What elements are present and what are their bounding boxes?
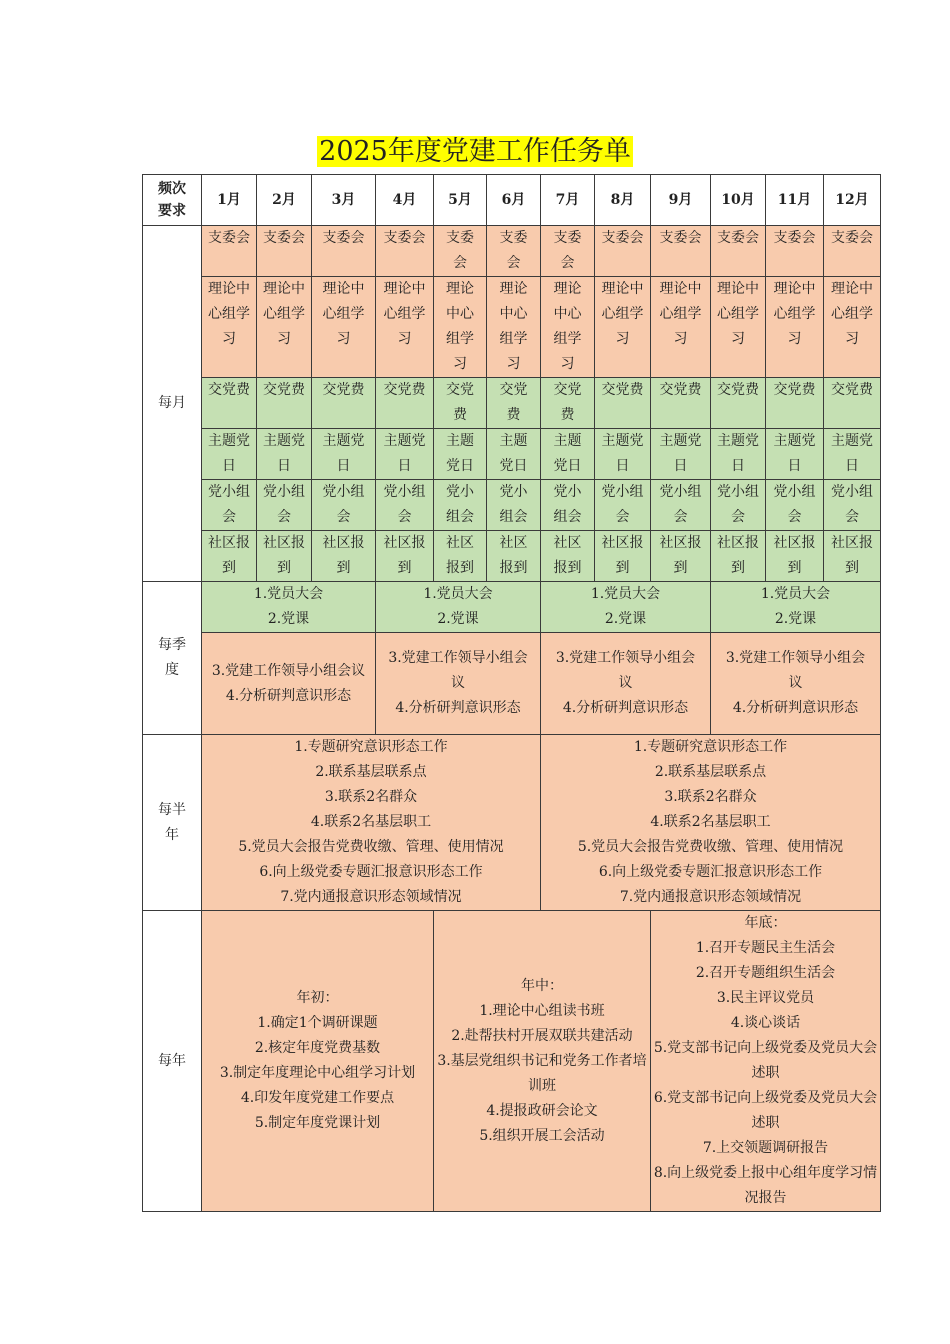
monthly-task-cell (541, 226, 595, 277)
monthly-task-text: 交党费 (601, 382, 644, 398)
header-month: 3月 (312, 175, 376, 226)
halfyear-item: 2.联系基层联系点 (315, 764, 427, 780)
header-month: 1月 (202, 175, 257, 226)
monthly-task-cell (595, 378, 651, 429)
quarterly-item: 2.党课 (267, 611, 310, 627)
halfyear-item: 3.联系2名群众 (664, 789, 757, 805)
header-month: 2月 (257, 175, 312, 226)
yearly-end-cell (651, 911, 881, 1212)
monthly-task-cell (541, 429, 595, 480)
monthly-task-cell (376, 277, 434, 378)
monthly-task-cell (711, 480, 766, 531)
monthly-task-cell (434, 531, 487, 582)
halfyear-item: 1.专题研究意识形态工作 (294, 739, 448, 755)
monthly-task-cell (202, 226, 257, 277)
monthly-task-cell (595, 429, 651, 480)
monthly-task-cell (376, 429, 434, 480)
monthly-task-text: 党小组会 (601, 484, 644, 525)
monthly-task-cell (651, 480, 711, 531)
quarterly-item: 4.分析研判意识形态 (395, 700, 521, 716)
monthly-task-text: 社区报到 (383, 535, 426, 576)
monthly-task-cell (202, 531, 257, 582)
monthly-row (143, 531, 881, 582)
yearly-item: 8.向上级党委上报中心组年度学习情况报告 (653, 1165, 878, 1206)
monthly-task-text: 主题党日 (446, 433, 474, 474)
monthly-row (143, 226, 881, 277)
page-title: 2025年度党建工作任务单 (319, 136, 631, 167)
halfyear-item: 2.联系基层联系点 (654, 764, 767, 780)
header-month: 12月 (824, 175, 881, 226)
monthly-task-cell (257, 480, 312, 531)
monthly-task-cell (376, 378, 434, 429)
monthly-task-text: 支委会 (773, 230, 816, 246)
monthly-task-cell (312, 226, 376, 277)
monthly-task-text: 交党费 (773, 382, 816, 398)
header-month: 8月 (595, 175, 651, 226)
header-month: 6月 (487, 175, 541, 226)
monthly-task-cell (434, 429, 487, 480)
quarterly-orange-cell (202, 633, 376, 735)
monthly-task-text: 主题党日 (831, 433, 873, 474)
monthly-task-cell (651, 277, 711, 378)
monthly-task-cell (711, 531, 766, 582)
monthly-task-text: 社区报到 (659, 535, 702, 576)
monthly-task-text: 主题党日 (499, 433, 528, 474)
yearly-item: 2.核定年度党费基数 (254, 1040, 381, 1056)
header-month: 10月 (711, 175, 766, 226)
monthly-task-text: 党小组会 (446, 484, 474, 525)
monthly-task-text: 社区报到 (322, 535, 365, 576)
quarterly-green-cell (541, 582, 711, 633)
monthly-task-text: 交党费 (322, 382, 365, 398)
monthly-task-text: 理论中心组学习 (773, 281, 816, 347)
halfyear-item: 3.联系2名群众 (324, 789, 418, 805)
monthly-task-text: 交党费 (499, 382, 528, 423)
halfyear-cell (202, 735, 541, 911)
monthly-task-text: 理论中心组学习 (659, 281, 702, 347)
quarterly-orange-cell (541, 633, 711, 735)
yearly-item: 1.召开专题民主生活会 (695, 940, 836, 956)
monthly-row (143, 277, 881, 378)
monthly-task-text: 主题党日 (553, 433, 582, 474)
monthly-task-text: 党小组会 (322, 484, 365, 525)
monthly-task-cell (711, 429, 766, 480)
monthly-task-text: 主题党日 (601, 433, 644, 474)
monthly-task-cell (202, 277, 257, 378)
task-table (142, 174, 881, 1212)
halfyear-item: 6.向上级党委专题汇报意识形态工作 (598, 864, 823, 880)
monthly-task-text: 社区报到 (208, 535, 250, 576)
monthly-task-cell (257, 378, 312, 429)
yearly-item: 1.理论中心组读书班 (479, 1002, 605, 1019)
header-month: 4月 (376, 175, 434, 226)
monthly-task-cell (824, 277, 881, 378)
halfyear-item: 5.党员大会报告党费收缴、管理、使用情况 (577, 839, 844, 855)
monthly-task-cell (257, 429, 312, 480)
quarterly-row (143, 582, 881, 633)
monthly-task-text: 党小组会 (773, 484, 816, 525)
header-freq: 频次要求 (143, 175, 202, 226)
monthly-task-cell (651, 226, 711, 277)
monthly-task-text: 党小组会 (831, 484, 873, 525)
yearly-item: 3.基层党组织书记和党务工作者培训班 (437, 1052, 647, 1094)
monthly-task-text: 理论中心组学习 (499, 281, 528, 372)
monthly-task-cell (824, 429, 881, 480)
monthly-task-cell (434, 480, 487, 531)
monthly-task-text: 支委会 (601, 230, 644, 246)
monthly-task-text: 理论中心组学习 (601, 281, 644, 347)
monthly-task-cell (487, 226, 541, 277)
yearly-mid-cell (434, 911, 651, 1212)
monthly-task-cell (376, 480, 434, 531)
monthly-task-cell (312, 531, 376, 582)
monthly-task-cell (487, 531, 541, 582)
monthly-task-text: 社区报到 (263, 535, 305, 576)
quarterly-item: 4.分析研判意识形态 (225, 687, 352, 704)
monthly-task-text: 理论中心组学习 (553, 281, 582, 372)
monthly-task-text: 主题党日 (263, 433, 305, 474)
yearly-heading: 年中： (521, 977, 563, 994)
monthly-task-text: 社区报到 (773, 535, 816, 576)
monthly-task-cell (257, 277, 312, 378)
monthly-task-cell (257, 531, 312, 582)
quarterly-item: 4.分析研判意识形态 (732, 700, 859, 716)
monthly-task-text: 党小组会 (659, 484, 702, 525)
monthly-task-cell (202, 429, 257, 480)
monthly-task-cell (824, 226, 881, 277)
monthly-task-cell (766, 277, 824, 378)
monthly-task-cell (487, 480, 541, 531)
monthly-task-text: 社区报到 (499, 535, 528, 576)
header-row (143, 175, 881, 226)
halfyear-row (143, 735, 881, 911)
monthly-task-text: 理论中心组学习 (208, 281, 250, 347)
monthly-task-cell (257, 226, 312, 277)
monthly-task-text: 交党费 (263, 382, 305, 398)
monthly-task-text: 支委会 (208, 230, 250, 246)
monthly-task-cell (711, 378, 766, 429)
freq-label-monthly: 每月 (143, 226, 202, 582)
monthly-task-text: 支委会 (499, 230, 528, 271)
monthly-task-cell (202, 480, 257, 531)
monthly-task-cell (595, 480, 651, 531)
monthly-task-cell (434, 226, 487, 277)
monthly-task-text: 交党费 (553, 382, 582, 423)
halfyear-item: 4.联系2名基层职工 (310, 814, 432, 830)
quarterly-item: 1.党员大会 (253, 586, 324, 602)
yearly-item: 3.制定年度理论中心组学习计划 (219, 1065, 416, 1081)
monthly-task-cell (541, 277, 595, 378)
monthly-task-text: 社区报到 (831, 535, 873, 576)
halfyear-item: 7.党内通报意识形态领域情况 (280, 889, 462, 905)
quarterly-orange-cell (376, 633, 541, 735)
header-month: 11月 (766, 175, 824, 226)
monthly-task-text: 主题党日 (659, 433, 702, 474)
yearly-item: 4.谈心谈话 (730, 1015, 801, 1031)
yearly-item: 4.印发年度党建工作要点 (240, 1090, 395, 1106)
monthly-task-cell (312, 277, 376, 378)
monthly-task-cell (487, 429, 541, 480)
monthly-task-text: 支委会 (383, 230, 426, 246)
monthly-task-text: 交党费 (383, 382, 426, 398)
monthly-task-text: 交党费 (659, 382, 702, 398)
monthly-task-cell (711, 277, 766, 378)
freq-label-halfyear: 每半年 (143, 735, 202, 911)
monthly-task-text: 交党费 (831, 382, 873, 398)
monthly-task-cell (766, 480, 824, 531)
monthly-task-text: 交党费 (208, 382, 250, 398)
monthly-row (143, 429, 881, 480)
yearly-start-cell (202, 911, 434, 1212)
monthly-task-cell (376, 226, 434, 277)
yearly-row (143, 911, 881, 1212)
quarterly-item: 1.党员大会 (760, 586, 831, 602)
halfyear-item: 5.党员大会报告党费收缴、管理、使用情况 (238, 839, 504, 855)
quarterly-item: 2.党课 (604, 611, 647, 627)
quarterly-item: 3.党建工作领导小组会议 (211, 662, 366, 679)
halfyear-item: 1.专题研究意识形态工作 (633, 739, 788, 755)
monthly-task-cell (312, 378, 376, 429)
monthly-task-text: 理论中心组学习 (383, 281, 426, 347)
monthly-task-text: 党小组会 (499, 484, 528, 525)
monthly-task-cell (595, 226, 651, 277)
monthly-task-text: 社区报到 (717, 535, 759, 576)
monthly-task-text: 社区报到 (601, 535, 644, 576)
yearly-heading: 年初： (296, 990, 339, 1006)
monthly-task-cell (487, 277, 541, 378)
monthly-task-cell (651, 429, 711, 480)
quarterly-item: 2.党课 (437, 611, 479, 627)
quarterly-item: 1.党员大会 (590, 586, 661, 602)
monthly-task-text: 社区报到 (553, 535, 582, 576)
quarterly-orange-cell (711, 633, 881, 735)
yearly-item: 2.召开专题组织生活会 (695, 965, 836, 981)
yearly-heading: 年底： (744, 915, 787, 931)
quarterly-item: 3.党建工作领导小组会议 (388, 650, 528, 691)
monthly-task-cell (651, 378, 711, 429)
monthly-task-text: 支委会 (446, 230, 474, 271)
monthly-task-cell (651, 531, 711, 582)
monthly-task-text: 理论中心组学习 (446, 281, 474, 372)
monthly-task-text: 社区报到 (446, 535, 474, 576)
monthly-task-cell (711, 226, 766, 277)
monthly-row (143, 378, 881, 429)
monthly-task-cell (541, 531, 595, 582)
monthly-task-cell (541, 378, 595, 429)
header-month: 5月 (434, 175, 487, 226)
header-month: 9月 (651, 175, 711, 226)
quarterly-green-cell (202, 582, 376, 633)
quarterly-item: 3.党建工作领导小组会议 (725, 650, 866, 691)
halfyear-item: 4.联系2名基层职工 (650, 814, 771, 830)
monthly-task-cell (595, 277, 651, 378)
monthly-task-cell (824, 480, 881, 531)
monthly-task-text: 理论中心组学习 (717, 281, 759, 347)
yearly-item: 5.组织开展工会活动 (479, 1127, 605, 1144)
monthly-task-text: 党小组会 (553, 484, 582, 525)
monthly-task-text: 主题党日 (773, 433, 816, 474)
halfyear-cell (541, 735, 881, 911)
yearly-item: 1.确定1个调研课题 (257, 1015, 378, 1031)
monthly-task-text: 主题党日 (322, 433, 365, 474)
monthly-task-text: 交党费 (446, 382, 474, 423)
monthly-task-text: 支委会 (659, 230, 702, 246)
quarterly-green-cell (376, 582, 541, 633)
yearly-item: 5.制定年度党课计划 (254, 1115, 381, 1131)
monthly-task-text: 主题党日 (717, 433, 759, 474)
quarterly-row (143, 633, 881, 735)
halfyear-item: 7.党内通报意识形态领域情况 (619, 889, 802, 905)
yearly-item: 7.上交领题调研报告 (702, 1140, 829, 1156)
monthly-task-cell (766, 429, 824, 480)
monthly-task-text: 支委会 (322, 230, 365, 246)
monthly-task-text: 主题党日 (383, 433, 426, 474)
monthly-task-text: 党小组会 (717, 484, 759, 525)
monthly-task-cell (434, 277, 487, 378)
monthly-task-text: 理论中心组学习 (322, 281, 365, 347)
yearly-item: 4.提报政研会论文 (486, 1102, 598, 1119)
monthly-task-text: 主题党日 (208, 433, 250, 474)
monthly-task-cell (487, 378, 541, 429)
monthly-task-cell (766, 226, 824, 277)
monthly-row (143, 480, 881, 531)
monthly-task-text: 党小组会 (208, 484, 250, 525)
monthly-task-text: 党小组会 (263, 484, 305, 525)
yearly-item: 2.赴帮扶村开展双联共建活动 (451, 1027, 633, 1044)
monthly-task-text: 支委会 (831, 230, 873, 246)
quarterly-item: 3.党建工作领导小组会议 (555, 650, 696, 691)
quarterly-item: 4.分析研判意识形态 (562, 700, 689, 716)
quarterly-green-cell (711, 582, 881, 633)
monthly-task-cell (766, 378, 824, 429)
monthly-task-cell (376, 531, 434, 582)
monthly-task-cell (766, 531, 824, 582)
monthly-task-text: 交党费 (717, 382, 759, 398)
yearly-item: 5.党支部书记向上级党委及党员大会述职 (653, 1040, 878, 1081)
monthly-task-text: 理论中心组学习 (263, 281, 305, 347)
monthly-task-cell (541, 480, 595, 531)
quarterly-item: 1.党员大会 (423, 586, 493, 602)
monthly-task-text: 理论中心组学习 (831, 281, 873, 347)
monthly-task-cell (202, 378, 257, 429)
monthly-task-cell (824, 378, 881, 429)
monthly-task-cell (824, 531, 881, 582)
halfyear-item: 6.向上级党委专题汇报意识形态工作 (259, 864, 483, 880)
header-month: 7月 (541, 175, 595, 226)
quarterly-item: 2.党课 (774, 611, 817, 627)
monthly-task-text: 支委会 (717, 230, 759, 246)
monthly-task-text: 党小组会 (383, 484, 426, 525)
monthly-task-cell (595, 531, 651, 582)
monthly-task-text: 支委会 (263, 230, 305, 246)
yearly-item: 6.党支部书记向上级党委及党员大会述职 (653, 1090, 878, 1131)
yearly-item: 3.民主评议党员 (716, 990, 815, 1006)
monthly-task-cell (312, 480, 376, 531)
freq-label-yearly: 每年 (143, 911, 202, 1212)
monthly-task-text: 支委会 (553, 230, 582, 271)
monthly-task-cell (434, 378, 487, 429)
monthly-task-cell (312, 429, 376, 480)
freq-label-quarterly: 每季度 (143, 582, 202, 735)
page-title-wrap (0, 136, 950, 168)
